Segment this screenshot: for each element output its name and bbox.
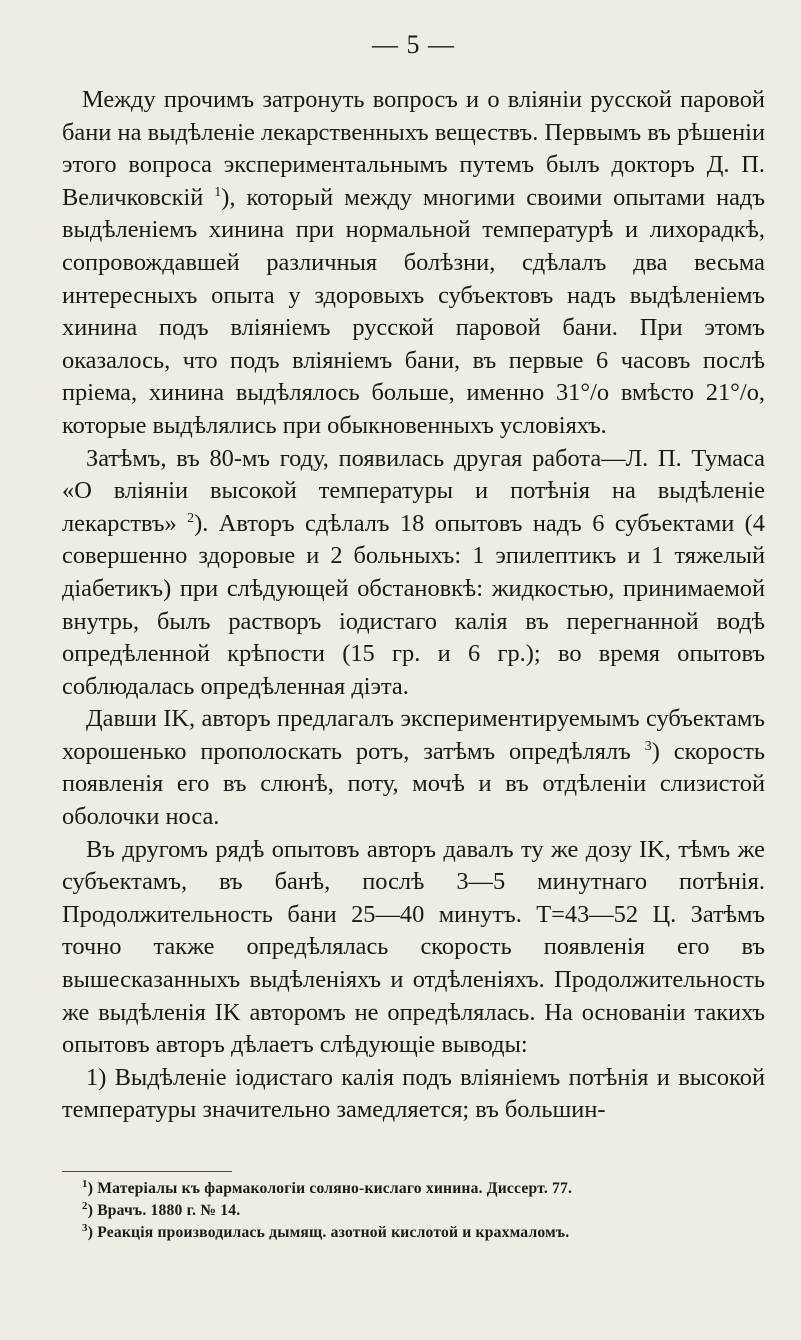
paragraph-3-text-a: Давши IK, авторъ предлагалъ экспериментируемымъ субъектамъ хорошенько прополоскать ротъ, затѣмъ опредѣлялъ xyxy=(62,705,765,765)
footnote-2 xyxy=(62,1200,765,1222)
paragraph-5-text: 1) Выдѣленіе іодистаго калія подъ вліяніемъ потѣнія и высокой температуры значительно замедляется; въ большин- xyxy=(62,1063,765,1124)
footnote-3 xyxy=(62,1222,765,1244)
paragraph-4-text: Въ другомъ рядѣ опытовъ авторъ давалъ ту же дозу IK, тѣмъ же субъектамъ, въ банѣ, послѣ 3—5 минутнаго потѣнія. Продолжительность бани 25—40 минутъ. T=43—52 Ц. Затѣмъ точно также опредѣлялась скорость появленія его въ вышесказанныхъ выдѣленіяхъ и отдѣленіяхъ. Продолжительность же выдѣленія IK авторомъ не опредѣлялась. На основаніи такихъ опытовъ авторъ дѣлаетъ слѣдующіе выводы: xyxy=(62,835,765,1059)
paragraph-1-text-a: Между прочимъ затронуть вопросъ и о вліяніи русской паровой бани на выдѣленіе лекарственныхъ веществъ. Первымъ въ рѣшеніи этого вопроса экспериментальнымъ путемъ былъ докторъ Д. П. Величковскій xyxy=(62,86,765,211)
paragraph-5 xyxy=(62,1062,765,1127)
footnote-divider xyxy=(62,1171,232,1172)
paragraph-1 xyxy=(62,84,765,443)
paragraph-2 xyxy=(62,443,765,704)
footnote-1-mark: 1 xyxy=(82,1178,88,1190)
footnote-ref-3: 3 xyxy=(644,738,652,754)
footnote-ref-1: 1 xyxy=(214,184,222,200)
body-text xyxy=(62,84,765,1127)
page-number: — 5 — xyxy=(372,30,455,59)
footnote-3-text: ) Реакція производилась дымящ. азотной кислотой и крахмаломъ. xyxy=(87,1224,570,1241)
footnote-1-text: ) Матеріалы къ фармакологіи соляно-кислаго хинина. Диссерт. 77. xyxy=(87,1180,573,1197)
paragraph-3-text-b: ) скорость появленія его въ слюнѣ, поту, мочѣ и въ отдѣленіи слизистой оболочки носа. xyxy=(62,737,765,831)
paragraph-3 xyxy=(62,703,765,833)
footnote-2-text: ) Врачъ. 1880 г. № 14. xyxy=(87,1202,241,1219)
paragraph-2-text-b: ). Авторъ сдѣлалъ 18 опытовъ надъ 6 субъектами (4 совершенно здоровые и 2 больныхъ: 1 эпилептикъ и 1 тяжелый діабетикъ) при слѣдующей обстановкѣ: жидкостью, принимаемой внутрь, былъ растворъ іодистаго калія въ перегнанной водѣ опредѣленной крѣпости (15 гр. и 6 гр.); во время опытовъ соблюдалась опредѣленная діэта. xyxy=(62,509,765,700)
paragraph-1-text-b: ), который между многими своими опытами надъ выдѣленіемъ хинина при нормальной температурѣ и лихорадкѣ, сопровождавшей различныя болѣзни, сдѣлалъ два весьма интересныхъ опыта у здоровыхъ субъектовъ надъ выдѣленіемъ хинина подъ вліяніемъ русской паровой бани. При этомъ оказалось, что подъ вліяніемъ бани, въ первые 6 часовъ послѣ пріема, хинина выдѣлялось больше, именно 31°/о вмѣсто 21°/о, которые выдѣлялись при обыкновенныхъ условіяхъ. xyxy=(62,183,765,439)
footnote-3-mark: 3 xyxy=(82,1222,88,1234)
paragraph-2-text-a: Затѣмъ, въ 80-мъ году, появилась другая работа—Л. П. Тумаса «О вліяніи высокой температуры и потѣнія на выдѣленіе лекарствъ» xyxy=(62,444,765,537)
footnotes xyxy=(62,1178,765,1244)
paragraph-4 xyxy=(62,834,765,1062)
footnote-2-mark: 2 xyxy=(82,1200,88,1212)
footnote-ref-2: 2 xyxy=(187,510,195,526)
footnote-1 xyxy=(62,1178,765,1200)
